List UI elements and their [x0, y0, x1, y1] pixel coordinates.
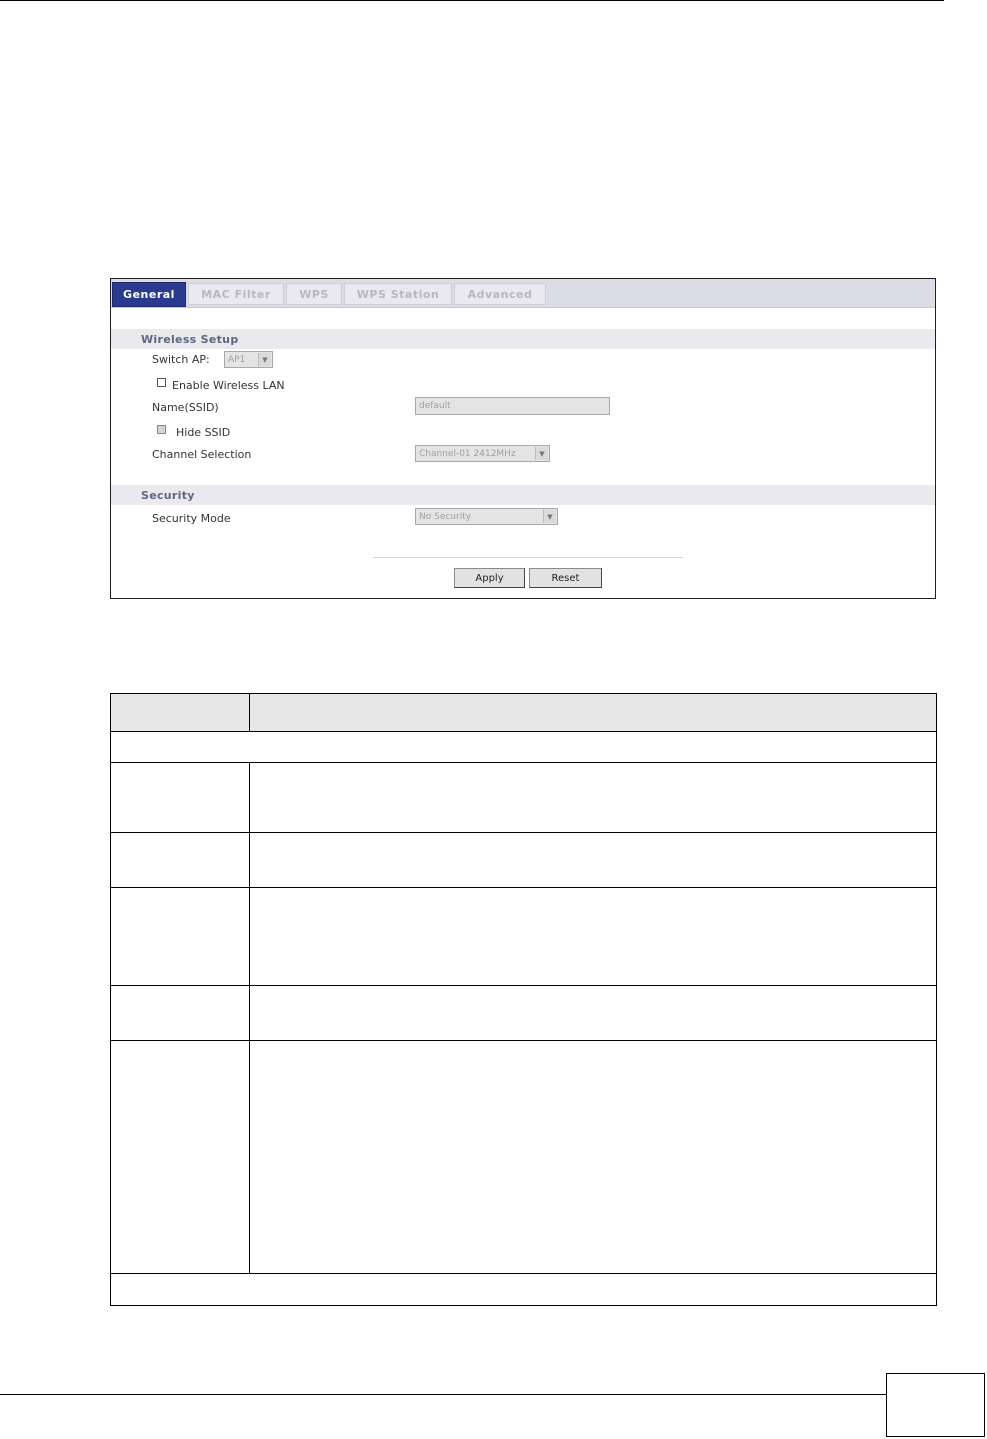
column-divider [249, 694, 250, 732]
security-heading: Security [111, 485, 935, 505]
tab-wps[interactable]: WPS [286, 283, 342, 305]
table-row [111, 1041, 936, 1274]
table-footer-row [111, 1274, 936, 1305]
tab-advanced[interactable]: Advanced [454, 283, 546, 305]
tab-mac-filter[interactable]: MAC Filter [188, 283, 284, 305]
table-row [111, 986, 936, 1041]
tab-general[interactable]: General [112, 282, 186, 307]
table-section-row [111, 732, 936, 763]
security-mode-value: No Security [419, 511, 472, 522]
chevron-down-icon: ▼ [543, 510, 556, 523]
hide-ssid-checkbox[interactable] [157, 425, 166, 434]
enable-wlan-label: Enable Wireless LAN [172, 379, 285, 392]
apply-button[interactable]: Apply [454, 568, 525, 588]
security-mode-select[interactable] [415, 508, 558, 525]
table-row [111, 763, 936, 833]
hide-ssid-label: Hide SSID [176, 426, 231, 439]
wireless-general-screen [110, 278, 936, 599]
wireless-setup-heading: Wireless Setup [111, 329, 935, 349]
table-row [111, 888, 936, 986]
field-description-table [110, 693, 937, 1306]
table-row [111, 833, 936, 888]
header-rule [0, 0, 944, 1]
ssid-input[interactable] [415, 397, 610, 415]
chevron-down-icon: ▼ [258, 353, 271, 366]
column-divider [249, 763, 250, 1274]
security-mode-label: Security Mode [152, 512, 231, 525]
switch-ap-value: AP1 [228, 354, 246, 365]
switch-ap-label: Switch AP: [152, 353, 210, 366]
tab-strip [111, 279, 935, 308]
enable-wlan-checkbox[interactable] [157, 378, 166, 387]
button-separator [373, 557, 683, 558]
page-number-box [886, 1373, 985, 1437]
tab-wps-station[interactable]: WPS Station [344, 283, 452, 305]
switch-ap-select[interactable] [224, 351, 273, 368]
ssid-value: default [419, 401, 451, 411]
channel-select[interactable] [415, 445, 550, 462]
channel-value: Channel-01 2412MHz [419, 448, 516, 459]
channel-label: Channel Selection [152, 448, 252, 461]
table-header-row [111, 694, 936, 732]
reset-button[interactable]: Reset [529, 568, 602, 588]
footer-rule [0, 1394, 886, 1395]
ssid-label: Name(SSID) [152, 401, 219, 414]
chevron-down-icon: ▼ [535, 447, 548, 460]
